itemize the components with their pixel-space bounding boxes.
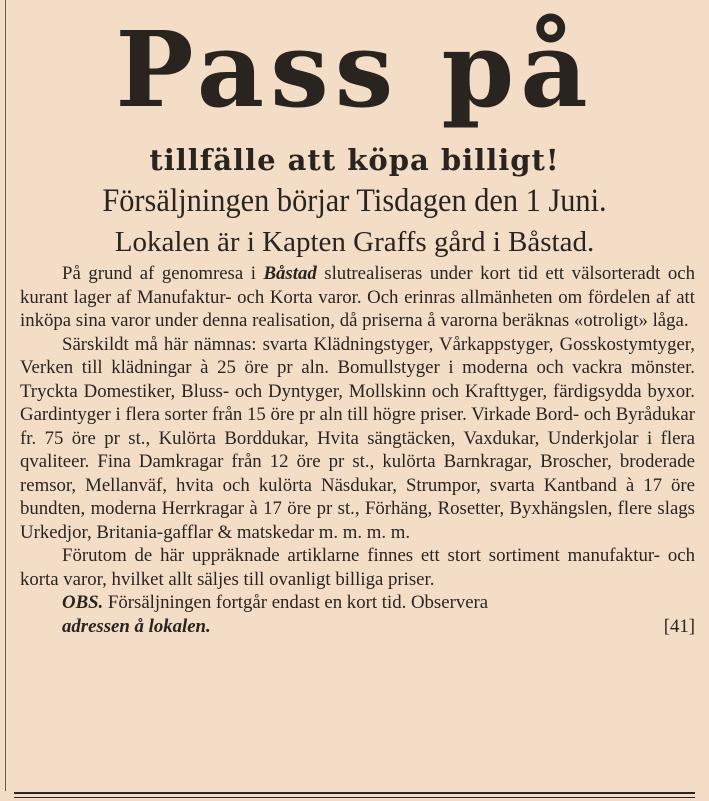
subheadline: tillfälle att köpa billigt! <box>149 143 560 177</box>
address-note: adressen å lokalen. <box>62 615 211 637</box>
address-line <box>20 615 695 639</box>
bottom-rule <box>14 792 695 794</box>
location-line: Lokalen är i Kapten Graffs gård i Båstad. <box>114 226 595 258</box>
body-text <box>20 262 695 638</box>
intro-text-rest: slutrealiseras under kort tid ett välsorteradt och kurant lager af Manufaktur- och Korta varor. Och erinras allmänheten om fördelen af att inköpa sina varor under denna realisation, då priserna å varorna beräknas «otroligt» låga. <box>20 263 695 331</box>
paragraph-assortment: Förutom de här uppräknade artiklarne finnes ett stort sortiment manufaktur- och korta varor, hvilket allt säljes till ovanligt billiga priser. <box>20 545 695 590</box>
reference-number: [41] <box>663 615 695 637</box>
headline: Pass på <box>115 8 594 131</box>
obs-text: Försäljningen fortgår endast en kort tid. Observera <box>103 592 489 613</box>
bottom-rule-thin <box>14 797 695 798</box>
paragraph-items: Särskildt må här nämnas: svarta Klädningstyger, Vårkappstyger, Gosskostymtyger, Verken till klädningar à 25 öre pr aln. Bomullstyger i moderna och vackra mönster. Tryckta Domestiker, Bluss- och Dyntyger, Mollskinn och Krafttyger, färdigsydda byxor. Gardintyger i flera sorter från 15 öre pr aln till högre priser. Virkade Bord- och Byrådukar fr. 75 öre pr st., Kulörta Borddukar, Hvita sängtäcken, Vaxdukar, Underkjolar i flera qvaliteer. Fina Damkragar från 12 öre pr st., kulörta Barnkragar, Broscher, broderade remsor, Mellanväf, hvita och kulörta Näsdukar, Strumpor, svarta Kantband à 17 öre bundten, moderna Herrkragar à 17 öre pr st., Förhäng, Rosetter, Byxhängslen, flere slags Urkedjor, Britania-gafflar & matskedar m. m. m. m. <box>20 333 695 543</box>
paragraph-intro <box>20 262 695 333</box>
obs-label: OBS. <box>62 592 104 613</box>
sale-start-line: Försäljningen börjar Tisdagen den 1 Juni. <box>102 183 607 219</box>
intro-text-start: På grund af genomresa i <box>62 263 264 284</box>
obs-line <box>20 591 695 615</box>
place-name: Båstad <box>263 263 317 284</box>
